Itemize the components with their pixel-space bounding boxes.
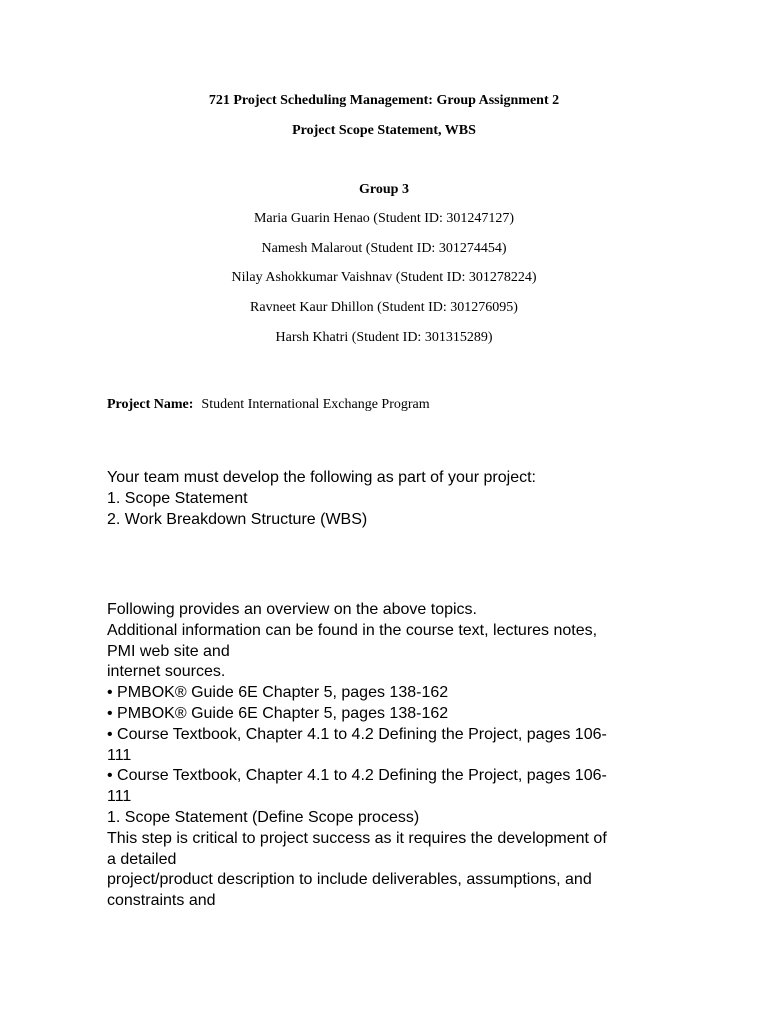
overview-line: PMI web site and — [107, 642, 230, 660]
member-line: Nilay Ashokkumar Vaishnav (Student ID: 301278224) — [231, 270, 537, 285]
requirement-item: 1. Scope Statement — [107, 489, 248, 507]
member-line: Maria Guarin Henao (Student ID: 301247127) — [253, 211, 515, 226]
overview-line: a detailed — [107, 850, 177, 868]
overview-line: 1. Scope Statement (Define Scope process) — [107, 808, 420, 826]
course-title: 721 Project Scheduling Management: Group Assignment 2 — [208, 93, 560, 108]
project-name-value: Student International Exchange Program — [201, 397, 430, 412]
overview-line: constraints and — [107, 892, 216, 910]
member-line: Ravneet Kaur Dhillon (Student ID: 301276095) — [250, 300, 518, 315]
overview-line: • Course Textbook, Chapter 4.1 to 4.2 Defining the Project, pages 106- — [107, 767, 607, 785]
requirement-item: 2. Work Breakdown Structure (WBS) — [107, 510, 368, 528]
member-line: Namesh Malarout (Student ID: 301274454) — [261, 241, 507, 256]
group-heading: Group 3 — [359, 182, 409, 197]
overview-line: internet sources. — [107, 663, 226, 681]
overview-line: project/product description to include deliverables, assumptions, and — [107, 871, 592, 889]
overview-line: 111 — [107, 746, 132, 764]
requirements-block — [107, 468, 667, 530]
overview-line: 111 — [107, 788, 132, 806]
overview-line: Following provides an overview on the above topics. — [107, 601, 477, 618]
project-name-row — [107, 396, 430, 414]
overview-line: • PMBOK® Guide 6E Chapter 5, pages 138-162 — [107, 684, 449, 702]
overview-line: This step is critical to project success as it requires the development of — [107, 829, 607, 847]
document-subtitle: Project Scope Statement, WBS — [292, 123, 476, 138]
requirements-intro: Your team must develop the following as part of your project: — [107, 469, 536, 486]
overview-line: • Course Textbook, Chapter 4.1 to 4.2 Defining the Project, pages 106- — [107, 725, 607, 743]
overview-line: • PMBOK® Guide 6E Chapter 5, pages 138-162 — [107, 704, 449, 722]
overview-line: Additional information can be found in the course text, lectures notes, — [107, 621, 598, 639]
overview-block — [107, 600, 667, 912]
project-name-label: Project Name: — [107, 397, 194, 412]
member-line: Harsh Khatri (Student ID: 301315289) — [275, 330, 493, 345]
